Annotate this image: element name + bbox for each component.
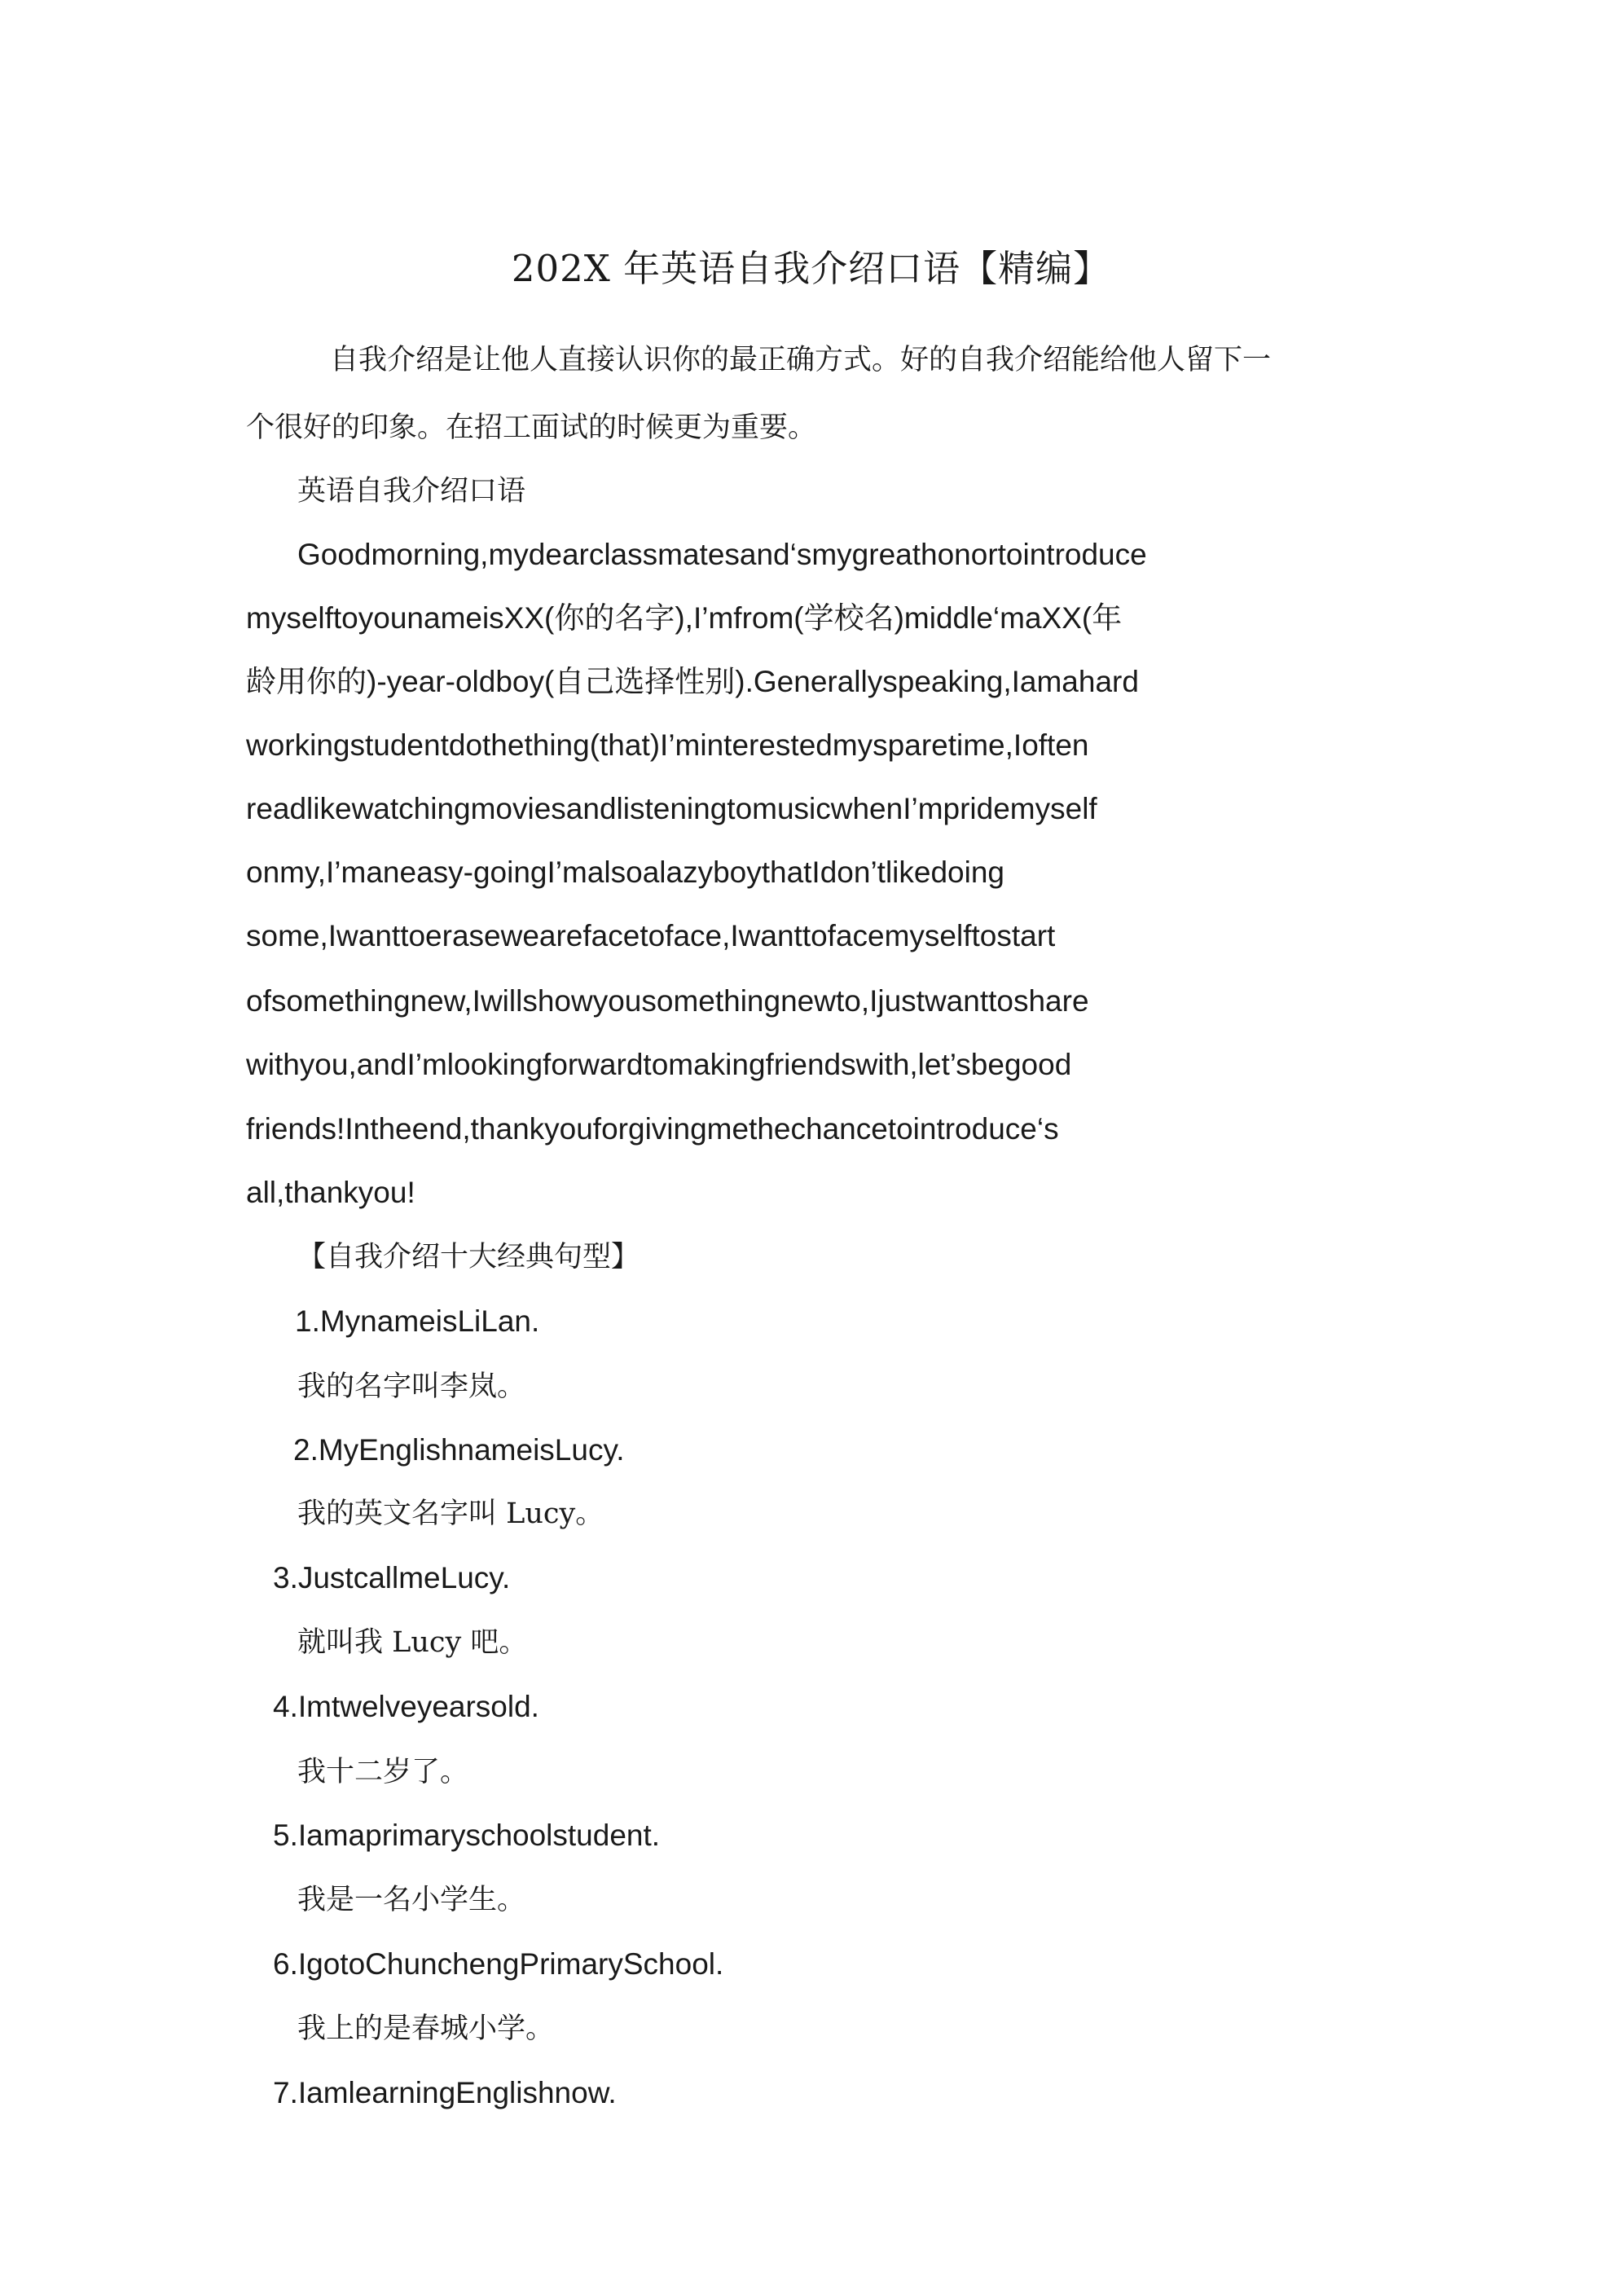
speech-line-10: friends!Intheend,thankyouforgivingmethechancetointroduce‘s bbox=[246, 1112, 1059, 1146]
pattern-3-en: 3.JustcallmeLucy. bbox=[273, 1561, 511, 1594]
pattern-4-cn: 我十二岁了。 bbox=[297, 1756, 469, 1788]
section-heading: 英语自我介绍口语 bbox=[297, 475, 526, 508]
intro-line-2: 个很好的印象。在招工面试的时候更为重要。 bbox=[246, 411, 817, 444]
speech-line-1: Goodmorning,mydearclassmatesand‘smygreathonortointroduce bbox=[297, 538, 1147, 571]
speech-line-9: withyou,andI’mlookingforwardtomakingfriendswith,let’sbegood bbox=[246, 1048, 1072, 1081]
speech-line-4: workingstudentdothething(that)I’minterestedmysparetime,Ioften bbox=[246, 728, 1089, 762]
pattern-2-cn: 我的英文名字叫 Lucy。 bbox=[297, 1498, 604, 1530]
pattern-2-en: 2.MyEnglishnameisLucy. bbox=[293, 1433, 625, 1467]
speech-line-3: 龄用你的)-year-oldboy(自己选择性别).Generallyspeaking,Iamahard bbox=[246, 665, 1139, 698]
pattern-7-en: 7.IamlearningEnglishnow. bbox=[273, 2076, 617, 2109]
patterns-heading: 【自我介绍十大经典句型】 bbox=[297, 1241, 640, 1273]
speech-line-6: onmy,I’maneasy-goingI’malsoalazyboythatIdon’tlikedoing bbox=[246, 856, 1004, 889]
intro-line-1: 自我介绍是让他人直接认识你的最正确方式。好的自我介绍能给他人留下一 bbox=[330, 344, 1272, 376]
speech-line-2: myselftoyounameisXX(你的名字),I’mfrom(学校名)middle‘maXX(年 bbox=[246, 601, 1123, 635]
pattern-1-cn: 我的名字叫李岚。 bbox=[297, 1370, 526, 1403]
pattern-5-en: 5.Iamaprimaryschoolstudent. bbox=[273, 1819, 661, 1852]
pattern-6-en: 6.IgotoChunchengPrimarySchool. bbox=[273, 1947, 724, 1981]
document-title: 202X 年英语自我介绍口语【精编】 bbox=[511, 247, 1111, 290]
speech-line-7: some,Iwanttoerasewearefacetoface,Iwanttofacemyselftostart bbox=[246, 919, 1056, 952]
pattern-1-en: 1.MynameisLiLan. bbox=[295, 1304, 540, 1338]
speech-line-11: all,thankyou! bbox=[246, 1176, 415, 1209]
pattern-3-cn: 就叫我 Lucy 吧。 bbox=[297, 1626, 528, 1659]
pattern-4-en: 4.Imtwelveyearsold. bbox=[273, 1690, 539, 1723]
speech-line-8: ofsomethingnew,Iwillshowyousomethingnewto,Ijustwanttoshare bbox=[246, 984, 1089, 1018]
speech-line-5: readlikewatchingmoviesandlisteningtomusicwhenI’mpridemyself bbox=[246, 792, 1097, 825]
pattern-6-cn: 我上的是春城小学。 bbox=[297, 2012, 555, 2045]
pattern-5-cn: 我是一名小学生。 bbox=[297, 1884, 526, 1916]
